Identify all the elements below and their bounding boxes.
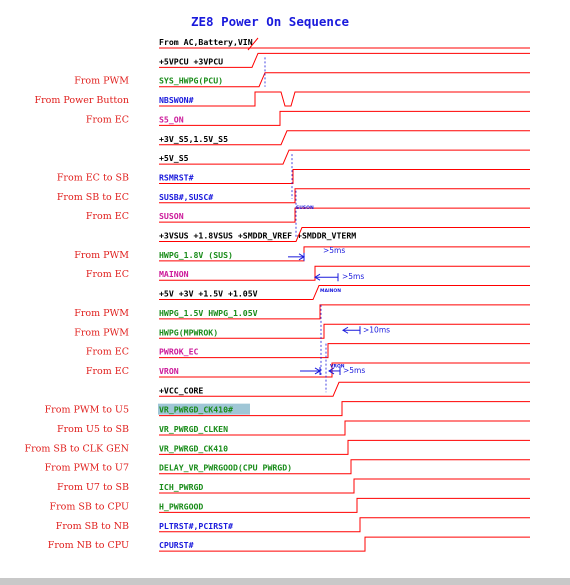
delay-label: >5ms (342, 272, 365, 282)
signal-source-label: From NB to CPU (47, 540, 129, 552)
signal-row (57, 421, 530, 435)
signal-row (57, 189, 530, 203)
signal-name: +5V_S5 (159, 153, 189, 164)
signal-row (86, 266, 530, 280)
signal-row (56, 518, 530, 532)
signal-name: HWPG(MPWROK) (159, 327, 219, 338)
timing-annotation-small: MAINON (320, 289, 341, 295)
signal-row (50, 498, 530, 512)
bottom-scrollbar (0, 578, 570, 585)
timing-annotation-small: SUSON (296, 205, 314, 211)
signal-row (159, 131, 530, 145)
signal-name: HWPG_1.8V (SUS) (159, 249, 233, 260)
delay-arrow (288, 253, 304, 261)
signal-name: SUSB#,SUSC# (159, 191, 214, 202)
signal-row (159, 37, 530, 50)
signal-row (74, 324, 530, 338)
signal-name: ICH_PWRGD (159, 482, 204, 493)
delay-arrow (315, 273, 338, 281)
signal-source-label: From PWM (74, 75, 129, 87)
delay-label: >5ms (323, 245, 346, 255)
signal-waveform (159, 382, 530, 396)
signal-source-label: From EC (85, 269, 129, 281)
signal-row (25, 440, 530, 454)
signal-source-label: From EC (85, 114, 129, 126)
signal-row (57, 169, 530, 183)
signal-name: +3VSUS +1.8VSUS +SMDDR_VREF +SMDDR_VTERM (159, 230, 357, 241)
signal-name: PWROK_EC (159, 346, 199, 357)
signal-name: H_PWRGOOD (159, 501, 204, 512)
signal-source-label: From SB to CLK GEN (24, 443, 129, 455)
signal-row (35, 92, 531, 106)
signal-name: +5V +3V +1.5V +1.05V (159, 288, 258, 299)
signal-row (86, 363, 530, 377)
signal-name: MAINON (159, 269, 189, 280)
signal-source-label: From EC (85, 365, 129, 377)
signal-row (48, 537, 530, 551)
signal-row (159, 286, 530, 300)
signal-source-label: From SB to CPU (49, 501, 129, 513)
signal-name: VR_PWRGD_CK410# (159, 404, 233, 415)
signal-row (74, 305, 530, 319)
signal-name: VRON (159, 365, 179, 376)
signal-row (74, 247, 530, 261)
signal-row (159, 150, 530, 164)
page-title: ZE8 Power On Sequence (190, 14, 350, 29)
signal-source-label: From U7 to SB (57, 482, 129, 494)
signal-waveform (159, 111, 530, 125)
signal-source-label: From PWM (74, 249, 129, 261)
signal-name: RSMRST# (159, 172, 194, 183)
signal-name: +3V_S5,1.5V_S5 (159, 133, 229, 144)
signal-name: +VCC_CORE (159, 385, 204, 396)
signal-name: CPURST# (159, 540, 194, 551)
signal-waveform (159, 344, 530, 358)
signal-waveform (159, 208, 530, 222)
delay-arrow (300, 367, 320, 375)
timing-annotation-small: VRON (330, 364, 345, 370)
signal-row (159, 382, 530, 396)
signal-name: DELAY_VR_PWRGOOD(CPU PWRGD) (159, 462, 293, 473)
signal-name: SYS_HWPG(PCU) (159, 75, 224, 86)
signal-waveform (159, 498, 530, 512)
delay-arrow (343, 326, 360, 334)
delay-label: >5ms (343, 365, 366, 375)
signal-source-label: From SB to EC (56, 191, 129, 203)
signal-row (45, 402, 530, 416)
signal-source-label: From SB to NB (55, 520, 129, 532)
signal-row (86, 344, 530, 358)
signal-row (45, 460, 530, 474)
signal-name: VR_PWRGD_CLKEN (159, 424, 229, 434)
signal-name: +5VPCU +3VPCU (159, 56, 224, 67)
signal-row (159, 228, 530, 242)
signal-name: PLTRST#,PCIRST# (159, 520, 233, 531)
signal-waveform (159, 537, 530, 551)
signal-name: HWPG_1.5V HWPG_1.05V (159, 307, 258, 318)
signal-row (159, 53, 530, 67)
signal-row (57, 479, 530, 493)
signal-name: NBSWON# (159, 95, 194, 106)
signal-source-label: From PWM (74, 327, 129, 339)
signal-source-label: From PWM to U7 (44, 462, 129, 474)
signal-row (74, 73, 530, 87)
signal-name: VR_PWRGD_CK410 (159, 443, 229, 454)
signal-name: From AC,Battery,VIN (159, 37, 253, 47)
signal-source-label: From U5 to SB (57, 424, 129, 435)
signal-source-label: From PWM to U5 (44, 404, 129, 416)
signal-source-label: From PWM (74, 307, 129, 319)
signal-waveform (159, 150, 530, 164)
signal-source-label: From EC (85, 211, 129, 223)
signal-source-label: From EC to SB (56, 172, 129, 184)
signal-waveform (159, 92, 530, 106)
signal-source-label: From Power Button (34, 95, 129, 107)
signal-name: SUSON (159, 211, 184, 222)
signal-waveform (159, 169, 530, 183)
delay-label: >10ms (363, 325, 391, 335)
signal-row (86, 111, 530, 125)
signal-waveform (159, 479, 530, 493)
signal-source-label: From EC (85, 346, 129, 358)
signal-waveform (159, 189, 530, 203)
signal-name: S5_ON (159, 114, 184, 125)
